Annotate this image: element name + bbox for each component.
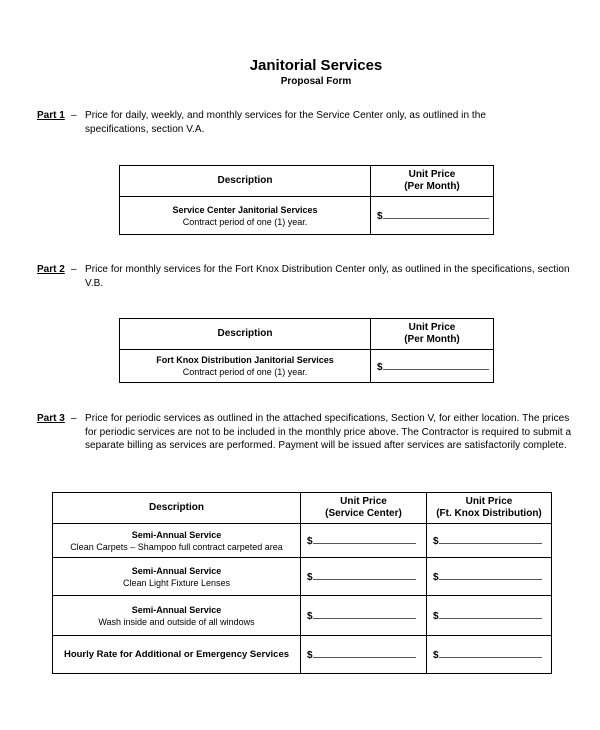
price-blank-line[interactable]	[439, 534, 542, 544]
form-subtitle: Proposal Form	[280, 76, 352, 87]
part-3-description-header: Description	[53, 493, 301, 524]
row-title: Semi-Annual Service	[131, 565, 222, 576]
dollar-sign: $	[307, 650, 313, 661]
part-2-label: Part 2	[37, 264, 65, 275]
price-blank-line[interactable]	[313, 609, 416, 619]
row-title: Semi-Annual Service	[131, 604, 222, 615]
dollar-sign: $	[377, 361, 383, 373]
dollar-sign: $	[433, 650, 439, 661]
part-2-section	[37, 263, 582, 290]
price-blank-line[interactable]	[313, 648, 416, 658]
sc-price-field[interactable]	[301, 596, 427, 636]
fk-hourly-price-field[interactable]	[427, 636, 552, 674]
dollar-sign: $	[433, 572, 439, 583]
dollar-sign: $	[433, 536, 439, 547]
row-sub: Clean Carpets – Shampoo full contract carpeted area	[70, 541, 283, 552]
part-1-price-header-line1: Unit Price	[408, 168, 456, 180]
dollar-sign: $	[307, 572, 313, 583]
part-3-text: Price for periodic services as outlined in the attached specifications, Section V, for either location. The prices for periodic services are not to be included in the monthly price above. The Contractor is required to submit a separate billing as services are performed. Payment will be issued after services are satisfactorily complete.	[85, 413, 572, 451]
sc-price-field[interactable]	[301, 558, 427, 596]
part-1-label: Part 1	[37, 110, 65, 121]
part-1-price-header	[371, 166, 494, 197]
part-3-sc-price-header	[301, 493, 427, 524]
dollar-sign: $	[377, 211, 383, 222]
price-blank-line[interactable]	[439, 609, 542, 619]
table-row	[53, 558, 552, 596]
part-3-fk-header-line1: Unit Price	[465, 495, 513, 507]
part-2-price-header-line2: (Per Month)	[404, 334, 460, 345]
part-1-text: Price for daily, weekly, and monthly services for the Service Center only, as outlined in the specifications, section V.A.	[85, 110, 486, 135]
fk-price-field[interactable]	[427, 558, 552, 596]
fk-price-field[interactable]	[427, 524, 552, 558]
part-2-row-title: Fort Knox Distribution Janitorial Services	[156, 355, 334, 365]
table-row	[53, 524, 552, 558]
part-1-table	[119, 165, 494, 235]
sc-price-field[interactable]	[301, 524, 427, 558]
dollar-sign: $	[433, 611, 439, 622]
sc-hourly-price-field[interactable]	[301, 636, 427, 674]
part-1-row-description	[120, 197, 371, 235]
part-1-row-sub: Contract period of one (1) year.	[182, 216, 308, 227]
row-sub: Wash inside and outside of all windows	[98, 616, 255, 627]
row-title: Semi-Annual Service	[131, 529, 222, 540]
part-2-price-header-line1: Unit Price	[408, 321, 456, 333]
table-row	[53, 596, 552, 636]
part-2-price-field[interactable]	[371, 350, 494, 383]
form-title: Janitorial Services	[249, 57, 383, 74]
price-blank-line[interactable]	[313, 534, 416, 544]
part-3-dash: –	[71, 413, 77, 424]
part-1-section	[37, 109, 537, 136]
price-blank-line[interactable]	[383, 360, 489, 370]
part-1-description-header: Description	[120, 166, 371, 197]
price-blank-line[interactable]	[313, 570, 416, 580]
fk-price-field[interactable]	[427, 596, 552, 636]
part-2-price-header	[371, 319, 494, 350]
part-1-price-header-line2: (Per Month)	[404, 181, 460, 192]
part-3-fk-header-line2: (Ft. Knox Distribution)	[436, 508, 542, 519]
row-description	[53, 524, 301, 558]
part-3-sc-header-line1: Unit Price	[340, 495, 387, 507]
part-2-text: Price for monthly services for the Fort Knox Distribution Center only, as outlined in the specifications, section V.B.	[85, 264, 570, 289]
part-3-label: Part 3	[37, 413, 65, 424]
dollar-sign: $	[307, 536, 313, 547]
part-1-row-title: Service Center Janitorial Services	[172, 204, 318, 215]
table-row	[53, 636, 552, 674]
part-1-dash: –	[71, 110, 77, 121]
hourly-rate-label: Hourly Rate for Additional or Emergency Services	[53, 636, 301, 674]
part-2-dash: –	[71, 264, 77, 275]
part-2-row-description	[120, 350, 371, 383]
price-blank-line[interactable]	[439, 570, 542, 580]
part-2-row-sub: Contract period of one (1) year.	[182, 367, 308, 377]
price-blank-line[interactable]	[439, 648, 542, 658]
dollar-sign: $	[307, 611, 313, 622]
part-3-sc-header-line2: (Service Center)	[325, 508, 402, 519]
price-blank-line[interactable]	[383, 209, 489, 219]
row-sub: Clean Light Fixture Lenses	[122, 577, 231, 588]
part-2-description-header: Description	[120, 319, 371, 350]
part-3-section	[37, 412, 582, 453]
row-description	[53, 558, 301, 596]
part-3-table	[52, 492, 552, 674]
part-3-fk-price-header	[427, 493, 552, 524]
part-1-price-field[interactable]	[371, 197, 494, 235]
part-2-table	[119, 318, 494, 383]
row-description	[53, 596, 301, 636]
